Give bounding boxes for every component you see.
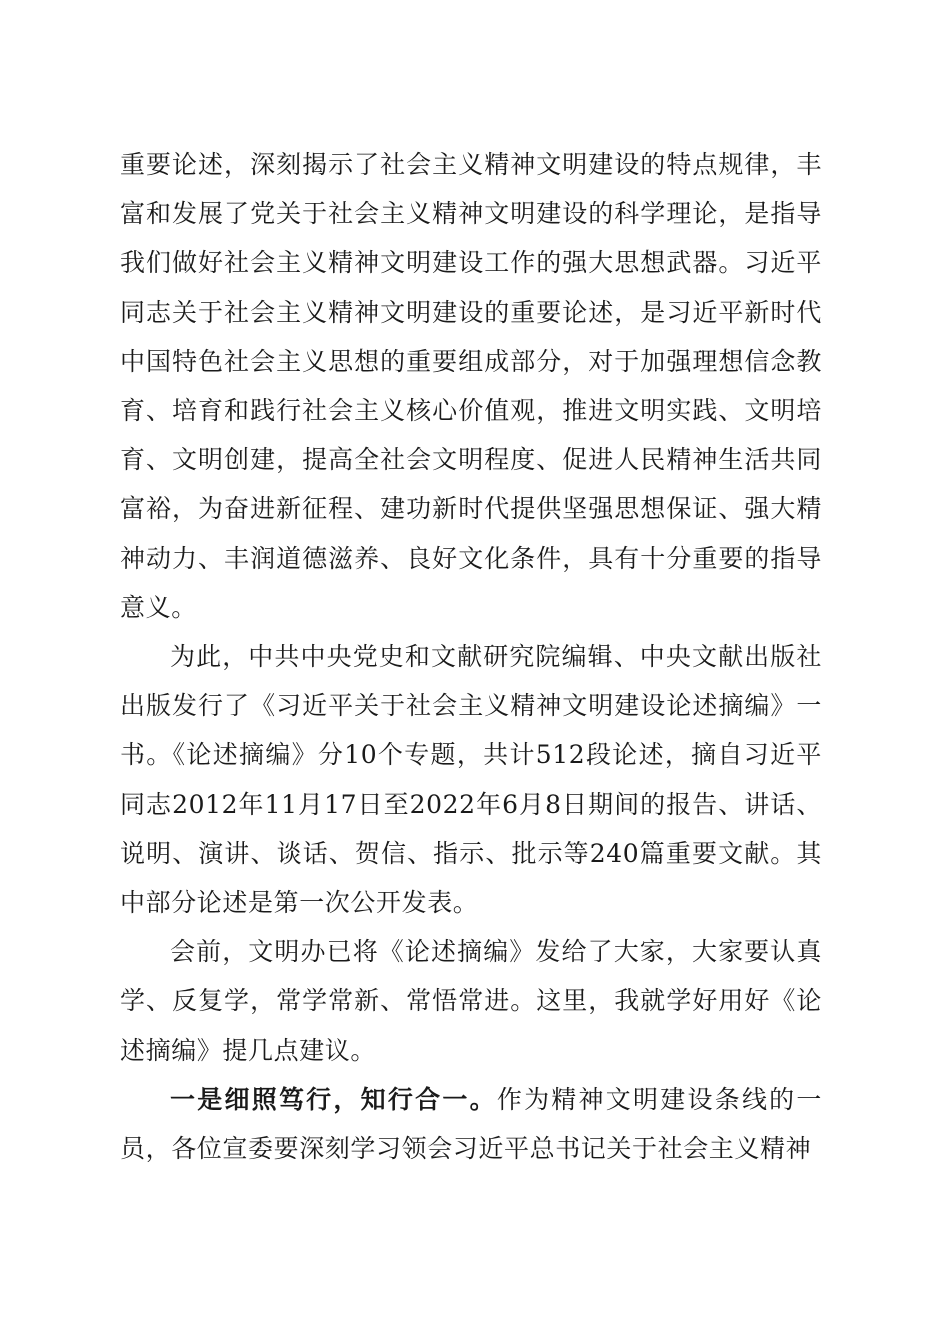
document-body <box>120 140 822 1173</box>
paragraph-point-one <box>120 1075 822 1173</box>
paragraph-publication: 为此，中共中央党史和文献研究院编辑、中央文献出版社出版发行了《习近平关于社会主义精神文明建设论述摘编》一书。《论述摘编》分10个专题，共计512段论述，摘自习近平同志2012年11月17日至2022年6月8日期间的报告、讲话、说明、演讲、谈话、贺信、指示、批示等240篇重要文献。其中部分论述是第一次公开发表。 <box>120 642 822 918</box>
point-one-text: 作为精神文明建设条线的一员，各位宣委要深刻学习领会习近平总书记关于社会主义精神 <box>120 1084 823 1164</box>
paragraph-continuation: 重要论述，深刻揭示了社会主义精神文明建设的特点规律，丰富和发展了党关于社会主义精神文明建设的科学理论，是指导我们做好社会主义精神文明建设工作的强大思想武器。习近平同志关于社会主义精神文明建设的重要论述，是习近平新时代中国特色社会主义思想的重要组成部分，对于加强理想信念教育、培育和践行社会主义核心价值观，推进文明实践、文明培育、文明创建，提高全社会文明程度、促进人民精神生活共同富裕，为奋进新征程、建功新时代提供坚强思想保证、强大精神动力、丰润道德滋养、良好文化条件，具有十分重要的指导意义。 <box>120 150 822 622</box>
point-one-heading: 一是细照笃行，知行合一。 <box>170 1084 497 1114</box>
paragraph-suggestions-intro: 会前，文明办已将《论述摘编》发给了大家，大家要认真学、反复学，常学常新、常悟常进。这里，我就学好用好《论述摘编》提几点建议。 <box>120 937 822 1065</box>
